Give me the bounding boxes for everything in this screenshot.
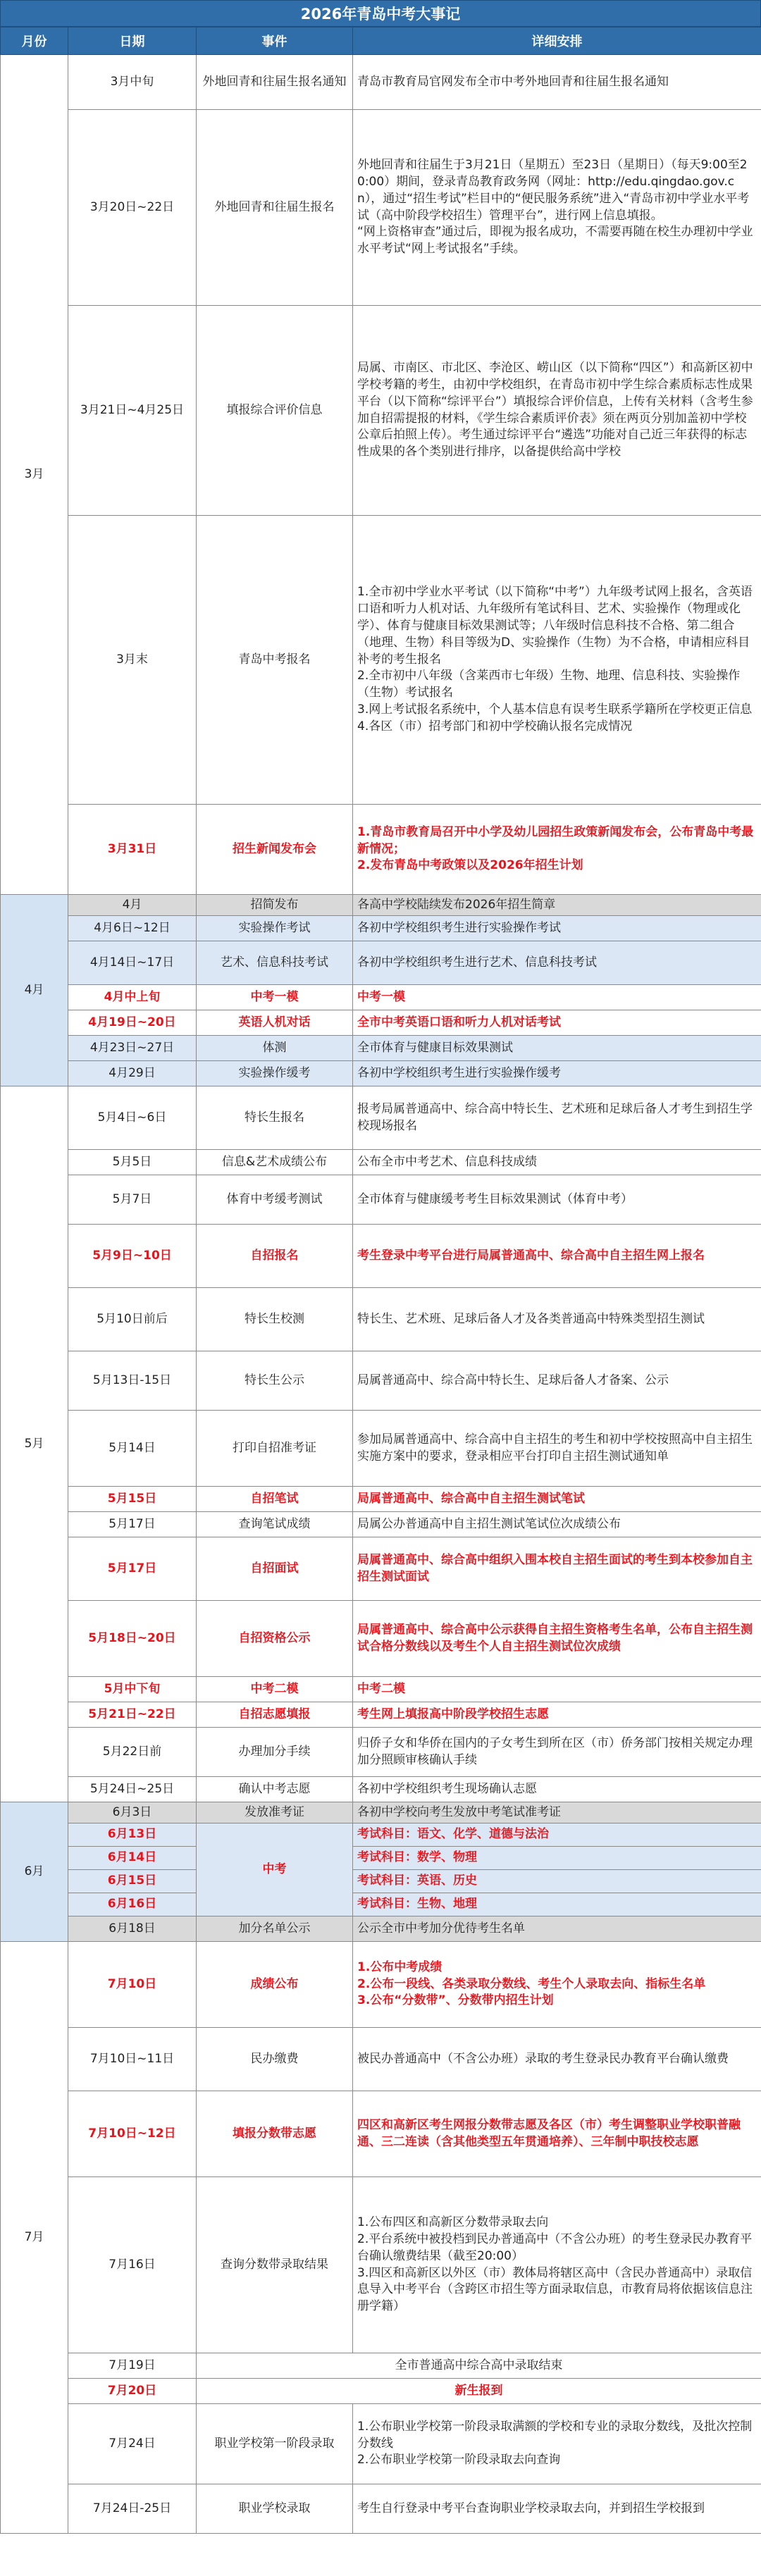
detail-cell — [353, 2091, 761, 2177]
event-cell: 填报分数带志愿 — [197, 2091, 353, 2177]
date-cell: 5月24日~25日 — [68, 1777, 197, 1802]
detail-line: 2.公布一段线、各类录取分数线、考生个人录取去向、指标生名单 — [357, 1976, 706, 1991]
detail-line: 中考一模 — [357, 989, 405, 1004]
timeline-row — [1, 1942, 761, 2028]
date-cell: 5月7日 — [68, 1175, 197, 1225]
event-cell: 全市普通高中综合高中录取结束 — [197, 2353, 761, 2379]
detail-cell — [353, 985, 761, 1010]
detail-line: 局属普通高中、综合高中组织入围本校自主招生面试的考生到本校参加自主招生测试面试 — [357, 1552, 753, 1584]
detail-line: 被民办普通高中（不含公办班）录取的考生登录民办教育平台确认缴费 — [357, 2051, 729, 2066]
header-month: 月份 — [1, 27, 68, 55]
date-cell: 7月10日~12日 — [68, 2091, 197, 2177]
detail-line: 外地回青和往届生于3月21日（星期五）至23日（星期日）（每天9:00至20:00）期间，登录青岛教育政务网（网址：http://edu.qingdao.gov.cn），通过“招生考试”栏目中的“便民服务系统”进入“青岛市初中学业水平考试（高中阶段学校招生）管理平台”，进行网上信息填报。 — [357, 158, 750, 223]
timeline-row — [1, 895, 761, 916]
event-cell: 确认中考志愿 — [197, 1777, 353, 1802]
date-cell: 6月16日 — [68, 1893, 197, 1916]
detail-cell: 考试科目：数学、物理 — [353, 1847, 761, 1870]
month-cell: 5月 — [1, 1086, 68, 1802]
detail-cell — [353, 2404, 761, 2484]
detail-line: 局属公办普通高中自主招生测试笔试位次成绩公布 — [357, 1516, 621, 1531]
event-cell: 实验操作缓考 — [197, 1061, 353, 1086]
timeline-row — [1, 1601, 761, 1677]
detail-cell — [353, 1777, 761, 1802]
date-cell: 5月22日前 — [68, 1728, 197, 1777]
timeline-row — [1, 805, 761, 895]
event-cell: 信息&艺术成绩公布 — [197, 1150, 353, 1175]
date-cell: 5月10日前后 — [68, 1288, 197, 1351]
month-cell: 3月 — [1, 55, 68, 895]
header-event: 事件 — [197, 27, 353, 55]
event-cell: 特长生报名 — [197, 1086, 353, 1150]
timeline-row — [1, 2353, 761, 2379]
date-cell: 5月18日~20日 — [68, 1601, 197, 1677]
detail-cell — [353, 1225, 761, 1288]
detail-line: 各初中学校向考生发放中考笔试准考证 — [357, 1804, 561, 1819]
date-cell: 4月14日~17日 — [68, 941, 197, 985]
timeline-row — [1, 916, 761, 941]
detail-line: 局属普通高中、综合高中公示获得自主招生资格考生名单，公布自主招生测试合格分数线以及考生个人自主招生测试位次成绩 — [357, 1622, 753, 1654]
timeline-row — [1, 1537, 761, 1601]
detail-cell — [353, 1537, 761, 1601]
timeline-row — [1, 1061, 761, 1086]
event-cell: 实验操作考试 — [197, 916, 353, 941]
timeline-table — [0, 27, 761, 2534]
date-cell: 4月19日~20日 — [68, 1010, 197, 1036]
timeline-row — [1, 1175, 761, 1225]
detail-line: 公示全市中考加分优待考生名单 — [357, 1921, 525, 1936]
timeline-row — [1, 516, 761, 805]
detail-cell — [353, 306, 761, 516]
detail-cell — [353, 895, 761, 916]
detail-line: 局属普通高中、综合高中特长生、足球后备人才备案、公示 — [357, 1373, 669, 1387]
timeline-row — [1, 110, 761, 306]
header-row — [1, 27, 761, 55]
date-cell: 5月17日 — [68, 1512, 197, 1537]
event-cell: 职业学校录取 — [197, 2484, 353, 2534]
exam-row — [1, 1893, 761, 1916]
exam-row — [1, 1823, 761, 1847]
detail-cell — [353, 1601, 761, 1677]
date-cell: 3月中旬 — [68, 55, 197, 110]
timeline-row — [1, 985, 761, 1010]
timeline-row — [1, 1702, 761, 1728]
event-cell: 发放准考证 — [197, 1802, 353, 1823]
timeline-row — [1, 941, 761, 985]
detail-cell: 考试科目：生物、地理 — [353, 1893, 761, 1916]
detail-cell — [353, 1150, 761, 1175]
event-cell: 艺术、信息科技考试 — [197, 941, 353, 985]
detail-cell — [353, 1288, 761, 1351]
date-cell: 6月14日 — [68, 1847, 197, 1870]
event-cell: 自招笔试 — [197, 1487, 353, 1512]
detail-line: 考生网上填报高中阶段学校招生志愿 — [357, 1707, 549, 1721]
detail-cell — [353, 1411, 761, 1487]
detail-cell — [353, 1487, 761, 1512]
detail-cell — [353, 1728, 761, 1777]
detail-line: 2.全市初中八年级（含莱西市七年级）生物、地理、信息科技、实验操作（生物）考试报名 — [357, 669, 741, 700]
detail-cell — [353, 1086, 761, 1150]
detail-cell — [353, 1061, 761, 1086]
detail-cell — [353, 1351, 761, 1411]
detail-line: 2.发布青岛中考政策以及2026年招生计划 — [357, 858, 583, 873]
event-cell: 中考一模 — [197, 985, 353, 1010]
date-cell: 7月24日-25日 — [68, 2484, 197, 2534]
timeline-row — [1, 1777, 761, 1802]
detail-line: 1.全市初中学业水平考试（以下简称“中考”）九年级考试网上报名，含英语口语和听力人机对话、九年级所有笔试科目、艺术、实验操作（物理或化学）、体育与健康目标效果测试等；八年级时信息科技不合格、第二组合（地理、生物）科目等级为D、实验操作（生物）为不合格，申请相应科目补考的考生报名 — [357, 585, 753, 667]
header-date: 日期 — [68, 27, 197, 55]
event-cell: 办理加分手续 — [197, 1728, 353, 1777]
timeline-row — [1, 1677, 761, 1702]
timeline-row — [1, 1728, 761, 1777]
date-cell: 7月20日 — [68, 2379, 197, 2404]
date-cell: 5月中下旬 — [68, 1677, 197, 1702]
detail-line: 归侨子女和华侨在国内的子女考生到所在区（市）侨务部门按相关规定办理加分照顾审核确认手续 — [357, 1735, 753, 1767]
detail-line: 报考局属普通高中、综合高中特长生、艺术班和足球后备人才考生到招生学校现场报名 — [357, 1101, 753, 1133]
event-cell: 中考 — [197, 1823, 353, 1916]
detail-line: 局属普通高中、综合高中自主招生测试笔试 — [357, 1491, 585, 1506]
date-cell: 4月中上旬 — [68, 985, 197, 1010]
date-cell: 6月15日 — [68, 1870, 197, 1893]
detail-line: 3.网上考试报名系统中，个人基本信息有误考生联系学籍所在学校更正信息 — [357, 702, 753, 717]
event-cell: 打印自招准考证 — [197, 1411, 353, 1487]
event-cell: 查询笔试成绩 — [197, 1512, 353, 1537]
detail-line: 各初中学校组织考生进行艺术、信息科技考试 — [357, 955, 597, 970]
event-cell: 新生报到 — [197, 2379, 761, 2404]
timeline-row — [1, 1351, 761, 1411]
timeline-row — [1, 1036, 761, 1061]
event-cell: 体测 — [197, 1036, 353, 1061]
date-cell: 5月5日 — [68, 1150, 197, 1175]
month-cell: 7月 — [1, 1942, 68, 2534]
date-cell: 5月17日 — [68, 1537, 197, 1601]
detail-line: “网上资格审查”通过后，即视为报名成功，不需要再随在校生办理初中学业水平考试“网上考试报名”手续。 — [357, 225, 753, 256]
timeline-row — [1, 306, 761, 516]
detail-line: 3.四区和高新区以外区（市）教体局将辖区高中（含民办普通高中）录取信息导入中考平台（含跨区市招生等方面录取信息，市教育局将依据该信息注册学籍） — [357, 2265, 753, 2314]
detail-cell — [353, 1036, 761, 1061]
event-cell: 招生新闻发布会 — [197, 805, 353, 895]
detail-cell — [353, 1702, 761, 1728]
month-cell: 6月 — [1, 1802, 68, 1942]
detail-line: 特长生、艺术班、足球后备人才及各类普通高中特殊类型招生测试 — [357, 1311, 705, 1326]
date-cell: 4月6日~12日 — [68, 916, 197, 941]
timeline-row — [1, 1916, 761, 1942]
detail-cell — [353, 1175, 761, 1225]
detail-line: 各初中学校组织考生进行实验操作考试 — [357, 920, 561, 935]
detail-cell — [353, 55, 761, 110]
timeline-row — [1, 2484, 761, 2534]
detail-cell — [353, 2028, 761, 2091]
detail-cell — [353, 1512, 761, 1537]
timeline-body — [1, 55, 761, 2534]
timeline-row — [1, 1086, 761, 1150]
date-cell: 5月21日~22日 — [68, 1702, 197, 1728]
detail-cell — [353, 1942, 761, 2028]
event-cell: 加分名单公示 — [197, 1916, 353, 1942]
timeline-row — [1, 2028, 761, 2091]
event-cell: 外地回青和往届生报名通知 — [197, 55, 353, 110]
detail-line: 3.公布“分数带”、分数带内招生计划 — [357, 1993, 554, 2008]
detail-cell — [353, 2177, 761, 2353]
timeline-row — [1, 1150, 761, 1175]
date-cell: 5月15日 — [68, 1487, 197, 1512]
timeline-row — [1, 2177, 761, 2353]
timeline-row — [1, 1487, 761, 1512]
detail-line: 各初中学校组织考生现场确认志愿 — [357, 1781, 537, 1796]
event-cell: 特长生校测 — [197, 1288, 353, 1351]
detail-line: 1.公布中考成绩 — [357, 1959, 443, 1974]
date-cell: 3月末 — [68, 516, 197, 805]
event-cell: 填报综合评价信息 — [197, 306, 353, 516]
timeline-row — [1, 1411, 761, 1487]
detail-cell — [353, 941, 761, 985]
detail-line: 公布全市中考艺术、信息科技成绩 — [357, 1154, 537, 1169]
date-cell: 7月19日 — [68, 2353, 197, 2379]
date-cell: 6月18日 — [68, 1916, 197, 1942]
event-cell: 自招面试 — [197, 1537, 353, 1601]
timeline-row — [1, 1288, 761, 1351]
detail-cell — [353, 1802, 761, 1823]
detail-cell: 考试科目：语文、化学、道德与法治 — [353, 1823, 761, 1847]
detail-line: 1.公布四区和高新区分数带录取去向 — [357, 2215, 549, 2230]
detail-line: 青岛市教育局官网发布全市中考外地回青和往届生报名通知 — [357, 74, 669, 89]
detail-line: 1.公布职业学校第一阶段录取满额的学校和专业的录取分数线，及批次控制分数线 — [357, 2419, 753, 2451]
month-cell: 4月 — [1, 895, 68, 1086]
event-cell: 自招报名 — [197, 1225, 353, 1288]
detail-line: 考生自行登录中考平台查询职业学校录取去向，并到招生学校报到 — [357, 2501, 705, 2515]
event-cell: 招简发布 — [197, 895, 353, 916]
detail-cell — [353, 1010, 761, 1036]
timeline-row — [1, 1010, 761, 1036]
timeline-row — [1, 1512, 761, 1537]
event-cell: 自招志愿填报 — [197, 1702, 353, 1728]
event-cell: 成绩公布 — [197, 1942, 353, 2028]
detail-line: 局属、市南区、市北区、李沧区、崂山区（以下简称“四区”）和高新区初中学校考籍的考生，由初中学校组织，在青岛市初中学生综合素质标志性成果平台（以下简称“综评平台”）填报综合评价信息，上传有关材料（含考生参加自招需提报的材料，《学生综合素质评价表》须在两页分别加盖初中学校公章后拍照上传）。考生通过综评平台“遴选”功能对自己近三年获得的标志性成果的各个类别进行排序，以备提供给高中学校 — [357, 361, 753, 459]
date-cell: 6月13日 — [68, 1823, 197, 1847]
date-cell: 4月29日 — [68, 1061, 197, 1086]
date-cell: 5月14日 — [68, 1411, 197, 1487]
timeline-row — [1, 1225, 761, 1288]
date-cell: 7月10日 — [68, 1942, 197, 2028]
detail-cell: 考试科目：英语、历史 — [353, 1870, 761, 1893]
timeline-row — [1, 2379, 761, 2404]
date-cell: 5月13日-15日 — [68, 1351, 197, 1411]
detail-cell — [353, 1916, 761, 1942]
event-cell: 青岛中考报名 — [197, 516, 353, 805]
date-cell: 3月20日~22日 — [68, 110, 197, 306]
detail-line: 全市体育与健康缓考考生目标效果测试（体育中考） — [357, 1191, 633, 1206]
timeline-row — [1, 1802, 761, 1823]
detail-cell — [353, 110, 761, 306]
detail-line: 全市体育与健康目标效果测试 — [357, 1040, 513, 1055]
date-cell: 6月3日 — [68, 1802, 197, 1823]
detail-cell — [353, 916, 761, 941]
date-cell: 5月9日~10日 — [68, 1225, 197, 1288]
detail-cell — [353, 1677, 761, 1702]
timeline-row — [1, 55, 761, 110]
detail-line: 1.青岛市教育局召开中小学及幼儿园招生政策新闻发布会，公布青岛中考最新情况； — [357, 824, 754, 856]
header-detail: 详细安排 — [353, 27, 761, 55]
detail-line: 2.公布职业学校第一阶段录取去向查询 — [357, 2453, 561, 2467]
detail-line: 中考二模 — [357, 1681, 405, 1696]
event-cell: 特长生公示 — [197, 1351, 353, 1411]
detail-line: 4.各区（市）招考部门和初中学校确认报名完成情况 — [357, 719, 633, 733]
event-cell: 职业学校第一阶段录取 — [197, 2404, 353, 2484]
event-cell: 外地回青和往届生报名 — [197, 110, 353, 306]
detail-line: 四区和高新区考生网报分数带志愿及各区（市）考生调整职业学校职普融通、三二连读（含其他类型五年贯通培养）、三年制中职技校志愿 — [357, 2117, 741, 2149]
detail-line: 全市中考英语口语和听力人机对话考试 — [357, 1015, 561, 1029]
date-cell: 4月23日~27日 — [68, 1036, 197, 1061]
timeline-row — [1, 2091, 761, 2177]
detail-line: 参加局属普通高中、综合高中自主招生的考生和初中学校按照高中自主招生实施方案中的要求，登录相应平台打印自主招生测试通知单 — [357, 1432, 753, 1463]
event-cell: 中考二模 — [197, 1677, 353, 1702]
date-cell: 7月16日 — [68, 2177, 197, 2353]
exam-row — [1, 1847, 761, 1870]
event-cell: 英语人机对话 — [197, 1010, 353, 1036]
detail-line: 各高中学校陆续发布2026年招生简章 — [357, 897, 556, 912]
detail-line: 2.平台系统中被投档到民办普通高中（不含公办班）的考生登录民办教育平台确认缴费结果（截至20:00） — [357, 2231, 753, 2263]
event-cell: 查询分数带录取结果 — [197, 2177, 353, 2353]
date-cell: 5月4日~6日 — [68, 1086, 197, 1150]
date-cell: 3月21日~4月25日 — [68, 306, 197, 516]
date-cell: 4月 — [68, 895, 197, 916]
detail-line: 各初中学校组织考生进行实验操作缓考 — [357, 1065, 561, 1080]
event-cell: 民办缴费 — [197, 2028, 353, 2091]
page-title: 2026年青岛中考大事记 — [0, 0, 761, 27]
date-cell: 3月31日 — [68, 805, 197, 895]
exam-row — [1, 1870, 761, 1893]
detail-cell — [353, 2484, 761, 2534]
detail-cell — [353, 805, 761, 895]
date-cell: 7月10日~11日 — [68, 2028, 197, 2091]
date-cell: 7月24日 — [68, 2404, 197, 2484]
timeline-row — [1, 2404, 761, 2484]
event-cell: 自招资格公示 — [197, 1601, 353, 1677]
event-cell: 体育中考缓考测试 — [197, 1175, 353, 1225]
detail-cell — [353, 516, 761, 805]
detail-line: 考生登录中考平台进行局属普通高中、综合高中自主招生网上报名 — [357, 1248, 705, 1263]
